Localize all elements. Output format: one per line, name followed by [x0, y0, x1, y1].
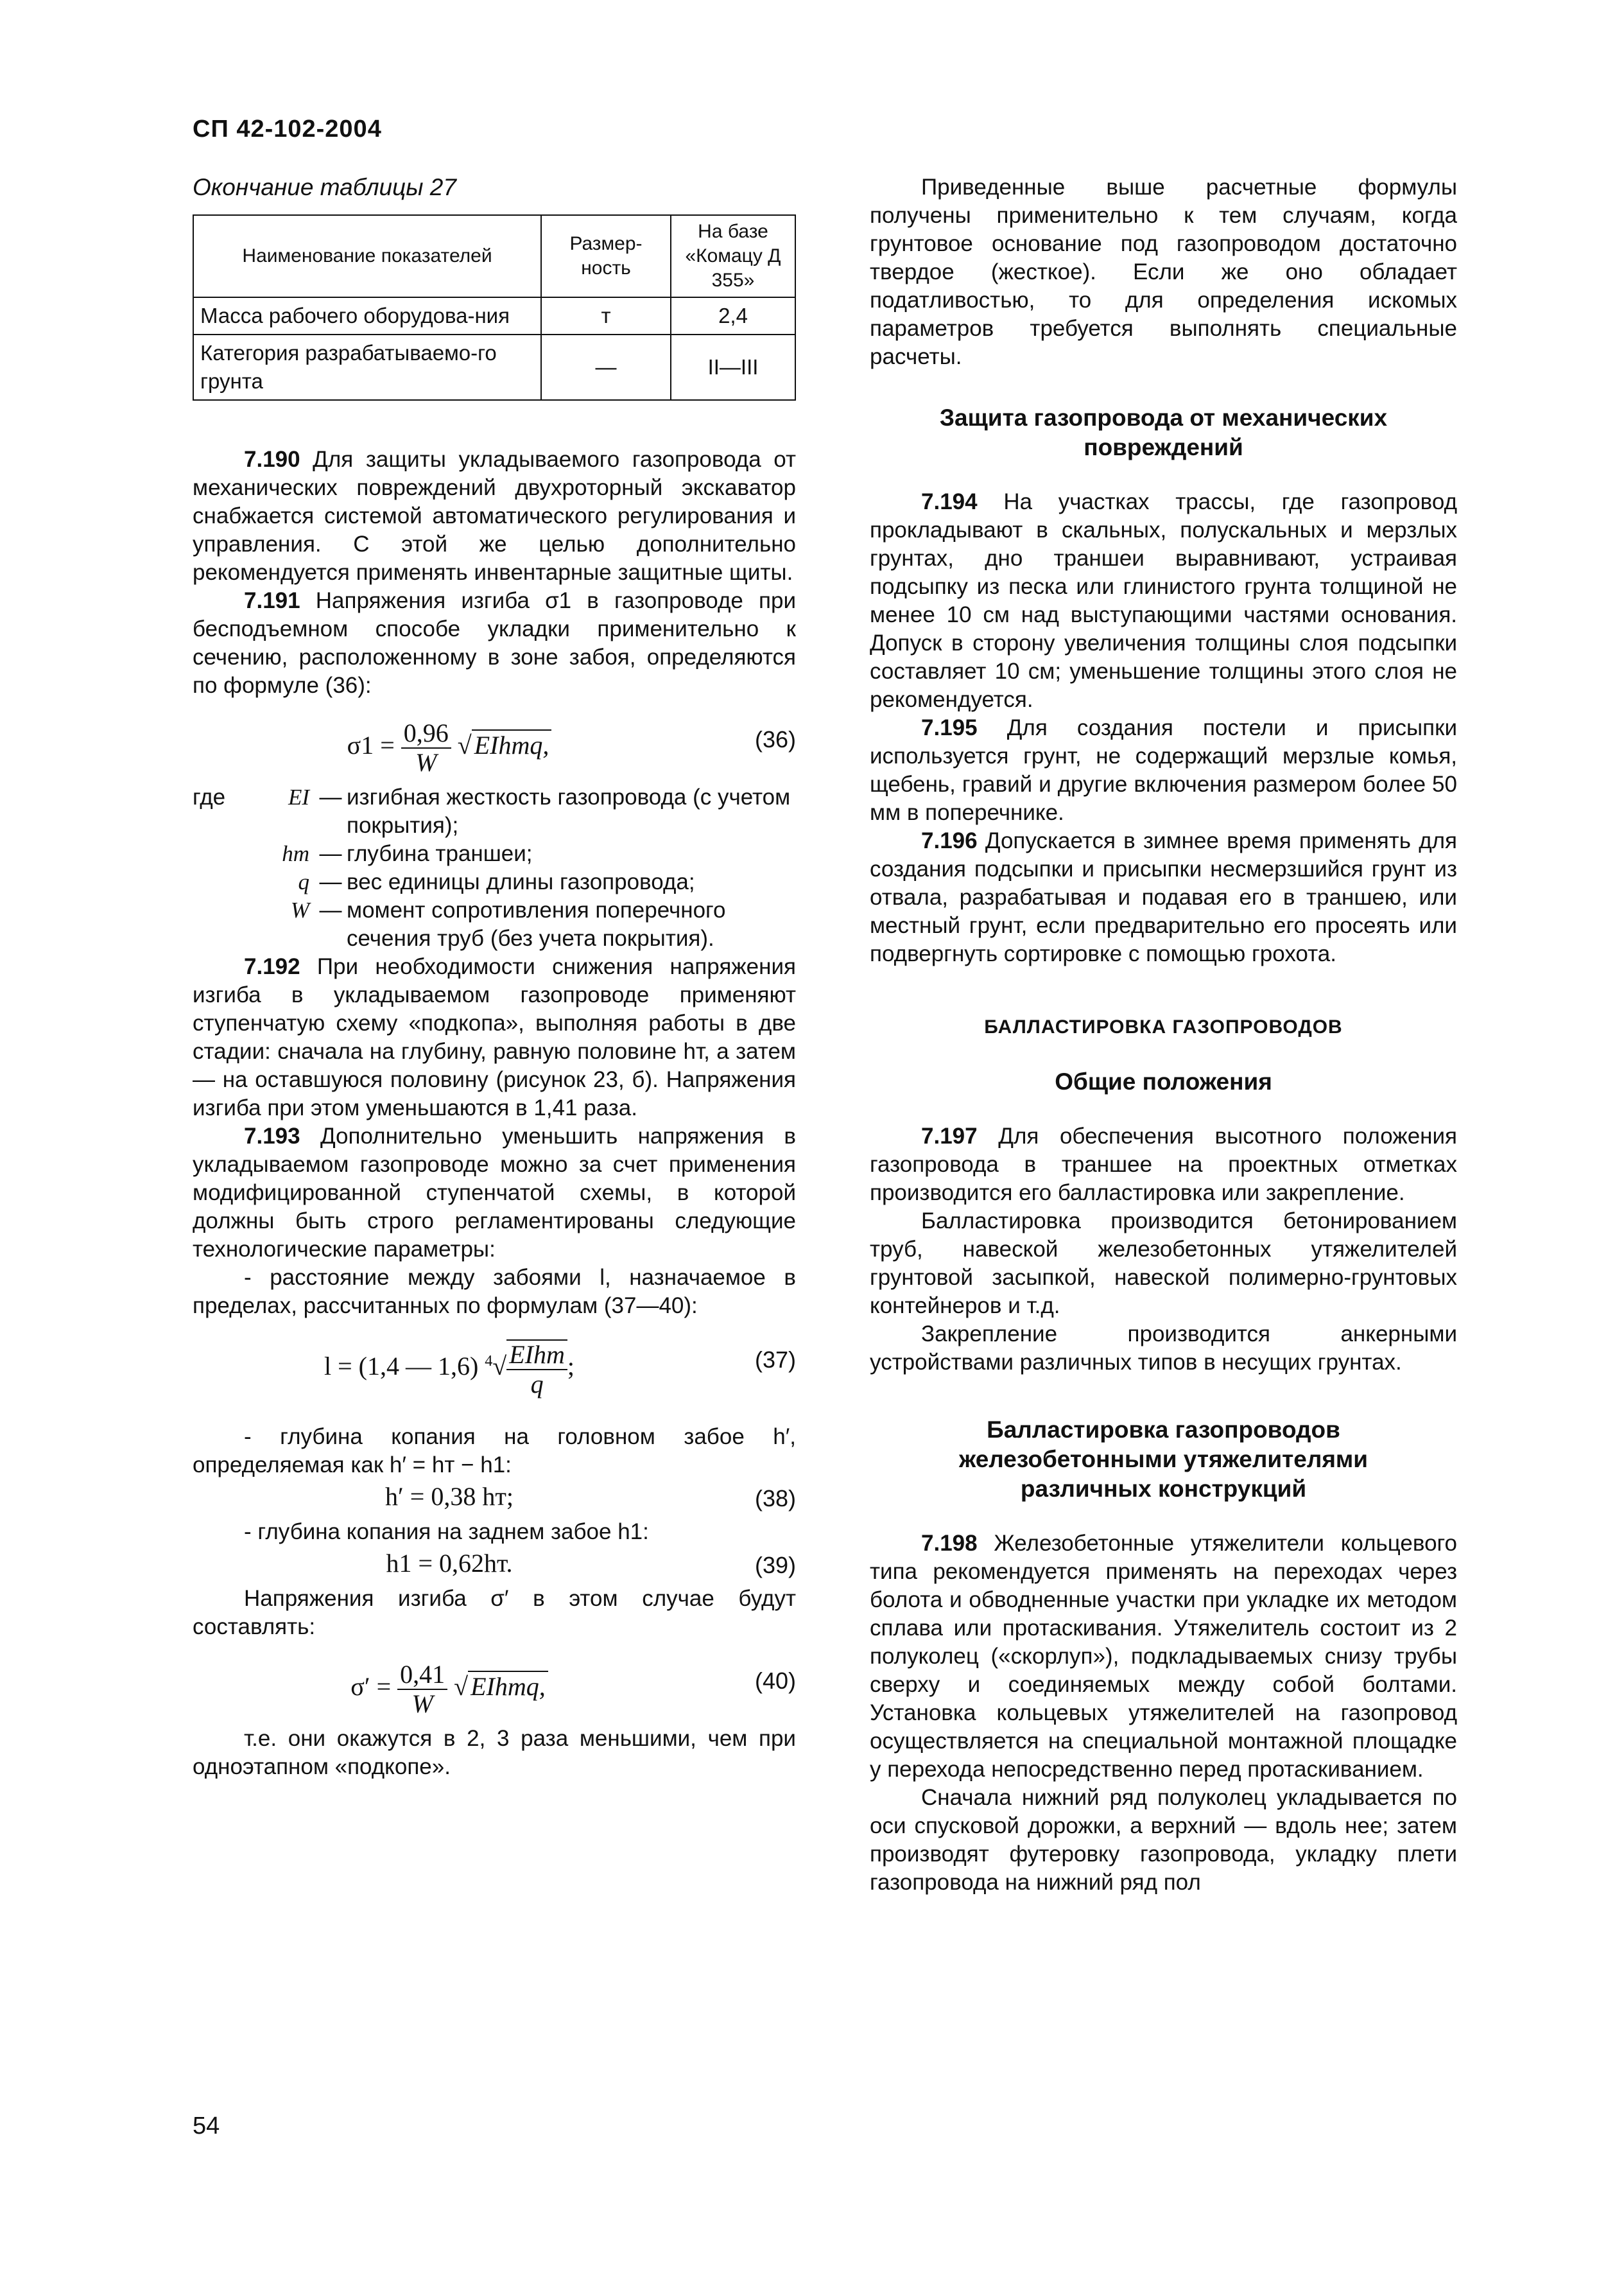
- formula-expression: σ′ = $\frac{0,41}{W}$ √ EIhтq,: [193, 1660, 706, 1718]
- clause-number: 7.190: [244, 447, 300, 472]
- paragraph-text: На участках трассы, где газопровод прокладывают в скальных, полускальных и мерзлых грунтах, дно траншеи выравнивают, устраивая подсыпку из песка или глинистого грунта толщиной не менее 10 см над выступающими частями основания. Допуск в сторону увеличения толщины слоя подсыпки составляет 10 см; уменьшение толщины этого слоя не рекомендуется.: [870, 489, 1457, 712]
- formula-expression: l = (1,4 — 1,6) $^4$√ $\frac{\text{EIhт}}{q}$ ;: [324, 1340, 575, 1398]
- clause-number: 7.194: [921, 489, 978, 514]
- fraction-numerator: 0,96: [401, 719, 451, 749]
- paragraph-7-195: [870, 714, 1457, 827]
- table-cell: —: [541, 335, 671, 400]
- equation-number: (40): [754, 1668, 796, 1694]
- section-heading: БАЛЛАСТИРОВКА ГАЗОПРОВОДОВ: [984, 1016, 1343, 1038]
- paragraph-7-198: [870, 1529, 1457, 1784]
- fraction-numerator: EIhт: [506, 1341, 567, 1370]
- formula-36: [193, 700, 796, 783]
- paragraph-text: Допускается в зимнее время применять для создания подсыпки и присыпки несмерзшийся грунт из отвала, разрабатывая и подавая его в траншею, или местный грунт, если предварительно его просеять или подвергнуть сортировке с помощью грохота.: [870, 828, 1457, 966]
- subsection-heading: Балластировка газопроводов железобетонными утяжелителями различных конструкций: [958, 1416, 1369, 1502]
- symbol-description: изгибная жесткость газопровода (с учетом покрытия);: [347, 785, 791, 838]
- right-column: [870, 173, 1457, 1897]
- paragraph-text: Закрепление производится анкерными устройствами различных типов в несущих грунтах.: [870, 1321, 1457, 1375]
- paragraph-7-193: [193, 1122, 796, 1264]
- paragraph-7-191: [193, 587, 796, 700]
- equation-number: (38): [754, 1485, 796, 1511]
- equation-number: (37): [754, 1346, 796, 1373]
- formula-39: [193, 1546, 796, 1585]
- formula-tail: ;: [567, 1352, 575, 1381]
- paragraph-7-196: [870, 827, 1457, 968]
- table-row: [193, 297, 795, 335]
- formula-fraction: [401, 719, 451, 777]
- dash: —: [319, 898, 342, 923]
- symbol: hт: [282, 841, 309, 866]
- formula-lhs: σ′ =: [350, 1672, 392, 1702]
- paragraph-text: Напряжения изгиба σ1 в газопроводе при бесподъемном способе укладки применительно к сечению, расположенному в зоне забоя, определяются по формуле (36):: [193, 588, 796, 698]
- formula-expression: σ1 = $\frac{0,96}{W}$ √ EIhтq,: [193, 719, 706, 777]
- paragraph-text: Для создания постели и присыпки используется грунт, не содержащий мерзлые комья, щебень, гравий и другие включения размером более 50 мм в поперечнике.: [870, 715, 1457, 825]
- dash: —: [319, 785, 342, 810]
- paragraph-text: Железобетонные утяжелители кольцевого типа рекомендуется применять на переходах через болота и обводненные участки при укладке их методом сплава или протаскивания. Утяжелитель состоит из 2 полуколец («скорлуп»), подкладываемых снизу трубы сверху и соединяемых между собой болтами. Установка кольцевых утяжелителей на газопровод осуществляется на специальной монтажной площадке у перехода непосредственно перед протаскиванием.: [870, 1531, 1457, 1782]
- symbol: EI: [288, 785, 309, 810]
- paragraph-text: Для обеспечения высотного положения газопровода в траншее на проектных отметках производится его балластировка или закрепление.: [870, 1124, 1457, 1205]
- table-27: [193, 214, 796, 401]
- clause-number: 7.192: [244, 954, 300, 979]
- equation-number: (36): [754, 726, 796, 753]
- clause-number: 7.193: [244, 1124, 300, 1149]
- where-label: где: [193, 785, 226, 810]
- document-code: СП 42-102-2004: [193, 116, 382, 143]
- clause-number: 7.197: [921, 1124, 978, 1149]
- equation-number: (39): [754, 1552, 796, 1578]
- formula-expression: h′ = 0,38 hт;: [385, 1482, 514, 1511]
- formula-root: EIhтq,: [472, 729, 552, 760]
- dash: —: [319, 869, 342, 894]
- table-header-cell: Наименование показателей: [193, 215, 541, 297]
- table-cell: Категория разрабатываемо-го грунта: [193, 335, 541, 400]
- symbol-description: вес единицы длины газопровода;: [347, 869, 695, 894]
- table-cell: т: [541, 297, 671, 335]
- table-header-cell: На базе «Комацу Д 355»: [671, 215, 795, 297]
- paragraph-7-194: [870, 488, 1457, 714]
- clause-number: 7.196: [921, 828, 978, 853]
- paragraph-text: Для защиты укладываемого газопровода от механических повреждений двухроторный экскаватор снабжается системой автоматического регулирования и управления. С этой же целью дополнительно рекомендуется применять инвентарные защитные щиты.: [193, 447, 796, 585]
- fraction-numerator: 0,41: [397, 1660, 447, 1690]
- table-cell: Масса рабочего оборудова-ния: [193, 297, 541, 335]
- paragraph-text: т.е. они окажутся в 2, 3 раза меньшими, чем при одноэтапном «подкопе».: [193, 1726, 796, 1779]
- left-column: [193, 173, 796, 1781]
- clause-number: 7.198: [921, 1531, 978, 1556]
- section-heading: Защита газопровода от механических повреждений: [939, 405, 1388, 460]
- symbol-description: момент сопротивления поперечного сечения труб (без учета покрытия).: [347, 898, 726, 951]
- formula-lhs: l = (1,4 — 1,6): [324, 1352, 479, 1381]
- paragraph-text: Дополнительно уменьшить напряжения в укладываемом газопроводе можно за счет применения модифицированной ступенчатой схемы, в которой должны быть строго регламентированы следующие технологические параметры:: [193, 1124, 796, 1262]
- table-cell: 2,4: [671, 297, 795, 335]
- table-row: [193, 335, 795, 400]
- clause-number: 7.191: [244, 588, 300, 613]
- formula-fraction: [506, 1339, 567, 1398]
- formula-37: [193, 1320, 796, 1423]
- page-number: 54: [193, 2112, 220, 2139]
- list-item: - расстояние между забоями l, назначаемое в пределах, рассчитанных по формулам (37—40):: [193, 1265, 796, 1318]
- fraction-denominator: q: [530, 1370, 544, 1398]
- paragraph-text: Сначала нижний ряд полуколец укладывается по оси спусковой дорожки, а верхний — вдоль нее; затем производят футеровку газопровода, укладку плети газопровода на нижний ряд пол: [870, 1785, 1457, 1895]
- symbol: W: [290, 898, 309, 923]
- list-item: - глубина копания на заднем забое h1:: [244, 1519, 649, 1544]
- symbol-description: глубина траншеи;: [347, 841, 533, 866]
- dash: —: [319, 841, 342, 866]
- paragraph-7-192: [193, 953, 796, 1122]
- formula-root: EIhтq,: [468, 1671, 548, 1701]
- paragraph-7-190: [193, 446, 796, 587]
- table-header-row: [193, 215, 795, 297]
- fraction-denominator: W: [415, 748, 437, 777]
- clause-number: 7.195: [921, 715, 978, 740]
- table-caption: Окончание таблицы 27: [193, 174, 456, 200]
- formula-40: [193, 1641, 796, 1725]
- symbol-legend: [193, 783, 796, 953]
- fraction-denominator: W: [411, 1689, 433, 1718]
- symbol: q: [298, 869, 309, 894]
- list-item: - глубина копания на головном забое h′, определяемая как h′ = hт − h1:: [193, 1424, 796, 1477]
- subsection-heading: Общие положения: [1055, 1068, 1272, 1095]
- paragraph-text: Напряжения изгиба σ′ в этом случае будут составлять:: [193, 1586, 796, 1639]
- paragraph-7-197: [870, 1122, 1457, 1207]
- formula-lhs: σ1 =: [347, 731, 395, 760]
- formula-expression: h1 = 0,62hт.: [386, 1549, 513, 1578]
- table-header-cell: Размер-ность: [541, 215, 671, 297]
- table-cell: II—III: [671, 335, 795, 400]
- paragraph-text: Балластировка производится бетонированием труб, навеской железобетонных утяжелителей грунтовой засыпкой, навеской полимерно-грунтовых контейнеров и т.д.: [870, 1208, 1457, 1318]
- paragraph-text: При необходимости снижения напряжения изгиба в укладываемом газопроводе применяют ступенчатую схему «подкопа», выполняя работы в две стадии: сначала на глубину, равную половине hт, а затем — на оставшуюся половину (рисунок 23, б). Напряжения изгиба при этом уменьшаются в 1,41 раза.: [193, 954, 796, 1120]
- formula-38: [193, 1479, 796, 1518]
- formula-fraction: [397, 1660, 447, 1718]
- paragraph-intro: Приведенные выше расчетные формулы получены применительно к тем случаям, когда грунтовое основание под газопроводом достаточно твердое (жесткое). Если же оно обладает податливостью, то для определения искомых параметров требуется выполнять специальные расчеты.: [870, 175, 1457, 369]
